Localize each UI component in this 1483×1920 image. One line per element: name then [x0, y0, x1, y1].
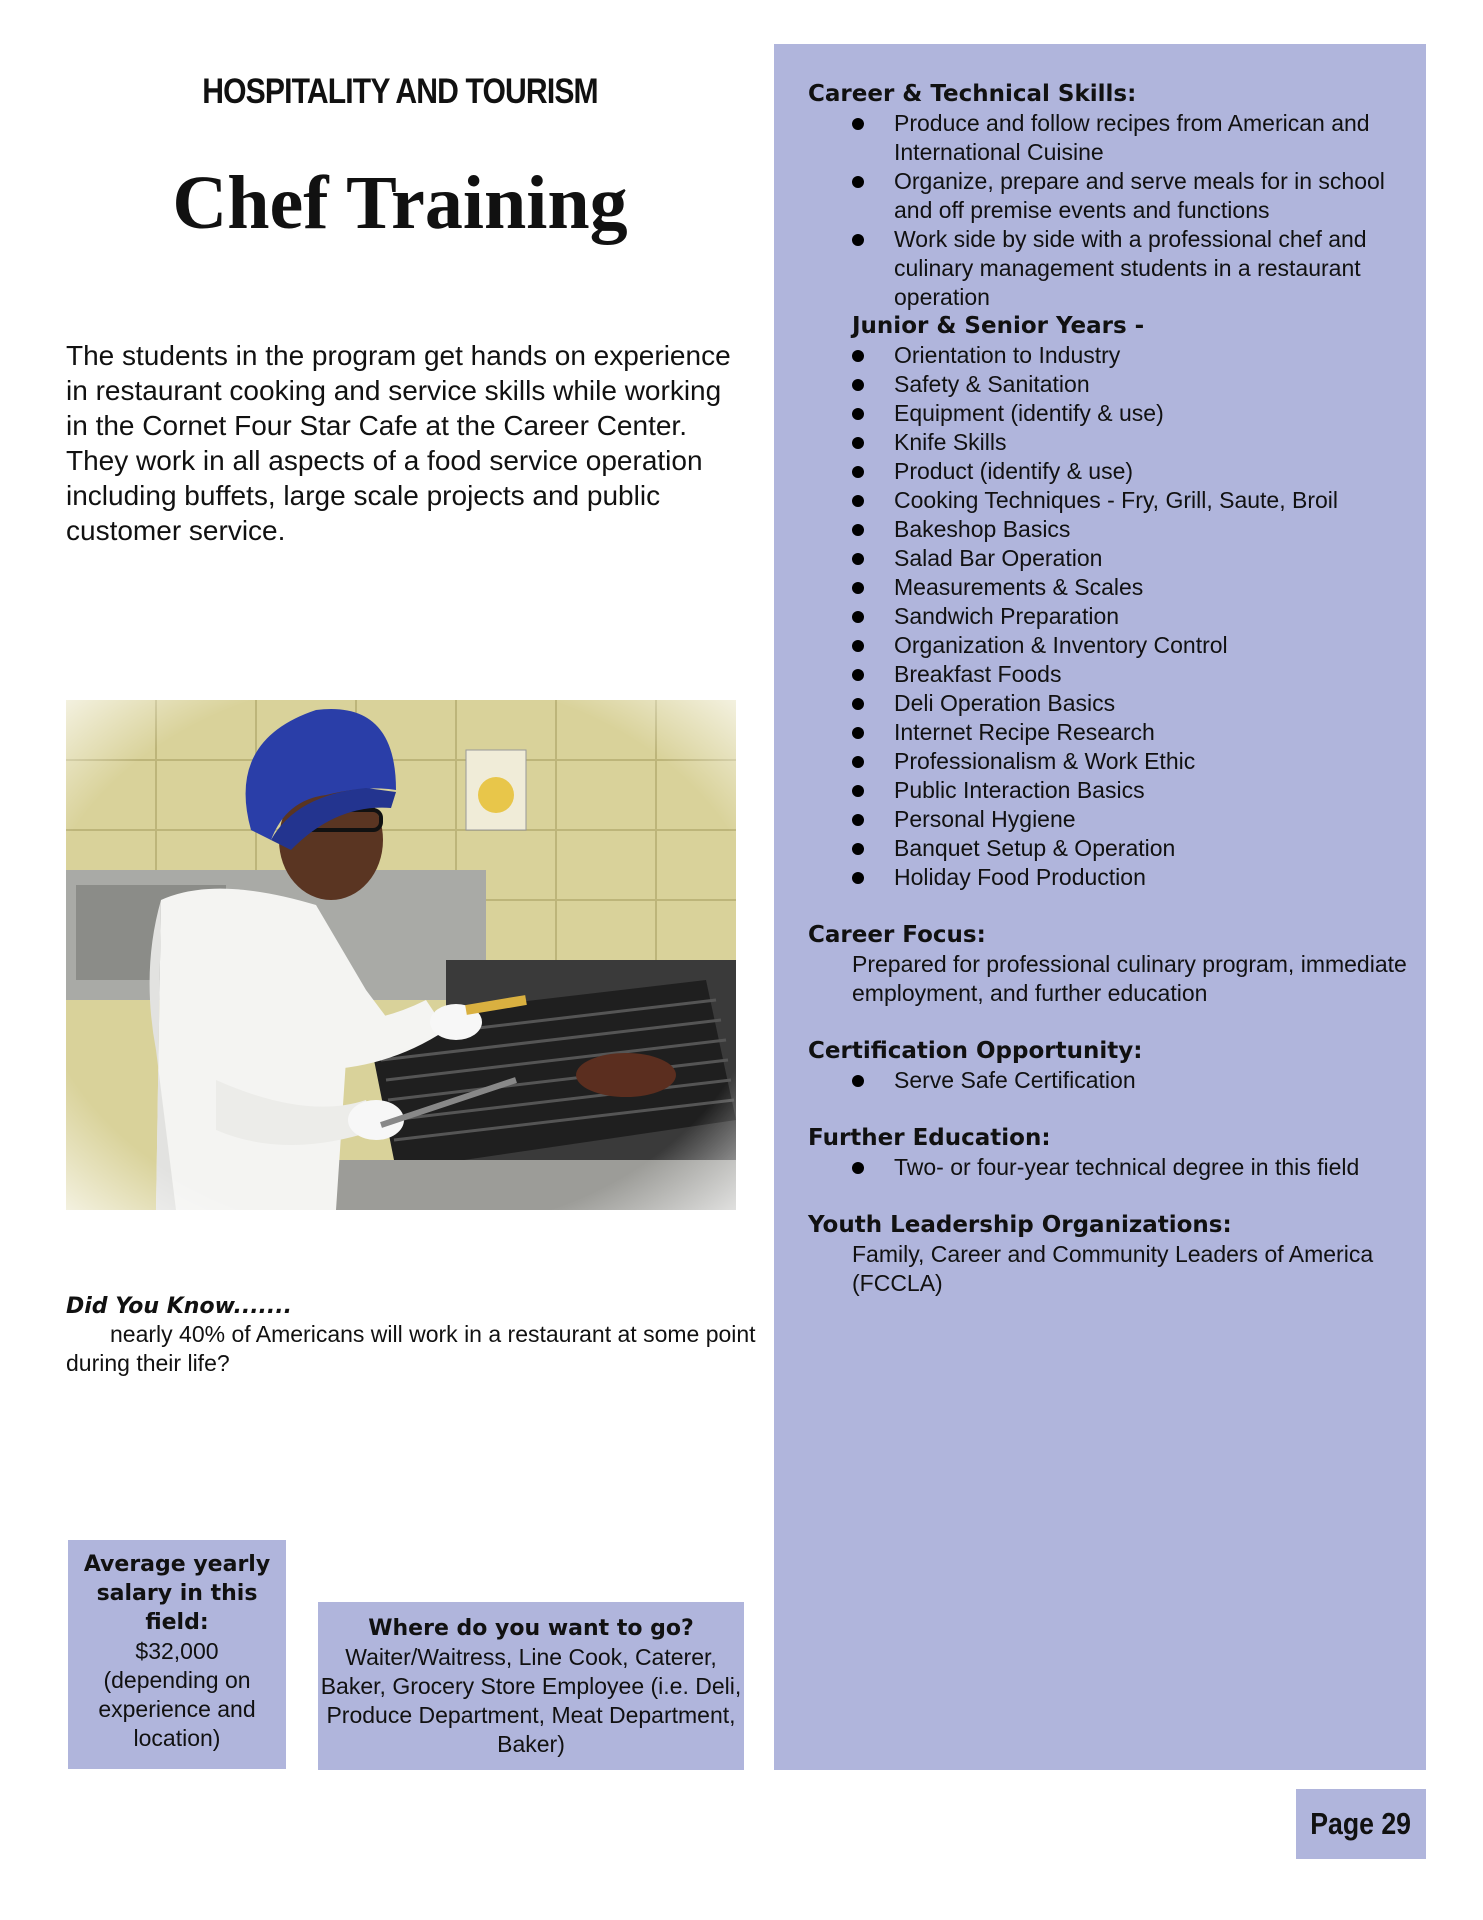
- career-tech-heading: Career & Technical Skills:: [808, 81, 1137, 107]
- list-item: Breakfast Foods: [894, 660, 1416, 689]
- salary-amount: $32,000: [135, 1638, 219, 1664]
- list-item: Cooking Techniques - Fry, Grill, Saute, Broil: [894, 486, 1416, 515]
- list-item: Knife Skills: [894, 428, 1416, 457]
- career-focus-text: Prepared for professional culinary program, immediate employment, and further education: [852, 951, 1407, 1006]
- junior-senior-list: [808, 341, 1416, 892]
- page-number-label: Page 29: [1310, 1806, 1412, 1841]
- certification-heading: Certification Opportunity:: [808, 1038, 1143, 1064]
- section-label: HOSPITALITY AND TOURISM: [202, 72, 598, 111]
- list-item: Holiday Food Production: [894, 863, 1416, 892]
- salary-box: [68, 1540, 286, 1769]
- list-item: Produce and follow recipes from American and International Cuisine: [894, 109, 1416, 167]
- list-item: Internet Recipe Research: [894, 718, 1416, 747]
- certification-list: [808, 1066, 1416, 1095]
- program-details-panel: [774, 44, 1426, 1770]
- list-item: Salad Bar Operation: [894, 544, 1416, 573]
- list-item: Serve Safe Certification: [894, 1066, 1416, 1095]
- list-item: Two- or four-year technical degree in this field: [894, 1153, 1416, 1182]
- career-tech-list: [808, 109, 1416, 312]
- list-item: Measurements & Scales: [894, 573, 1416, 602]
- where-box: [318, 1602, 744, 1770]
- list-item: Product (identify & use): [894, 457, 1416, 486]
- did-you-know-title: Did You Know.......: [66, 1294, 292, 1319]
- youth-leadership-text: Family, Career and Community Leaders of America (FCCLA): [852, 1241, 1374, 1296]
- youth-leadership-heading: Youth Leadership Organizations:: [808, 1212, 1232, 1238]
- where-text: Waiter/Waitress, Line Cook, Caterer, Baker, Grocery Store Employee (i.e. Deli, Produce Department, Meat Department, Baker): [320, 1644, 742, 1757]
- page-title: Chef Training: [172, 161, 628, 245]
- intro-paragraph: The students in the program get hands on experience in restaurant cooking and service skills while working in the Cornet Four Star Cafe at the Career Center. They work in all aspects of a food service operation including buffets, large scale projects and public customer service.: [66, 340, 731, 546]
- salary-title: Average yearly salary in this field:: [83, 1552, 271, 1635]
- where-title: Where do you want to go?: [368, 1616, 694, 1641]
- chef-grilling-photo: [66, 700, 736, 1210]
- junior-senior-heading: Junior & Senior Years -: [852, 313, 1145, 339]
- list-item: Safety & Sanitation: [894, 370, 1416, 399]
- further-education-list: [808, 1153, 1416, 1182]
- salary-note: (depending on experience and location): [98, 1667, 256, 1751]
- list-item: Organize, prepare and serve meals for in school and off premise events and functions: [894, 167, 1416, 225]
- list-item: Equipment (identify & use): [894, 399, 1416, 428]
- list-item: Organization & Inventory Control: [894, 631, 1416, 660]
- list-item: Banquet Setup & Operation: [894, 834, 1416, 863]
- list-item: Deli Operation Basics: [894, 689, 1416, 718]
- page-number: [1296, 1789, 1426, 1859]
- list-item: Personal Hygiene: [894, 805, 1416, 834]
- list-item: Professionalism & Work Ethic: [894, 747, 1416, 776]
- did-you-know-text: nearly 40% of Americans will work in a restaurant at some point during their life?: [66, 1321, 756, 1376]
- list-item: Work side by side with a professional chef and culinary management students in a restaurant operation: [894, 225, 1416, 312]
- list-item: Sandwich Preparation: [894, 602, 1416, 631]
- list-item: Orientation to Industry: [894, 341, 1416, 370]
- further-education-heading: Further Education:: [808, 1125, 1051, 1151]
- list-item: Public Interaction Basics: [894, 776, 1416, 805]
- list-item: Bakeshop Basics: [894, 515, 1416, 544]
- career-focus-heading: Career Focus:: [808, 922, 986, 948]
